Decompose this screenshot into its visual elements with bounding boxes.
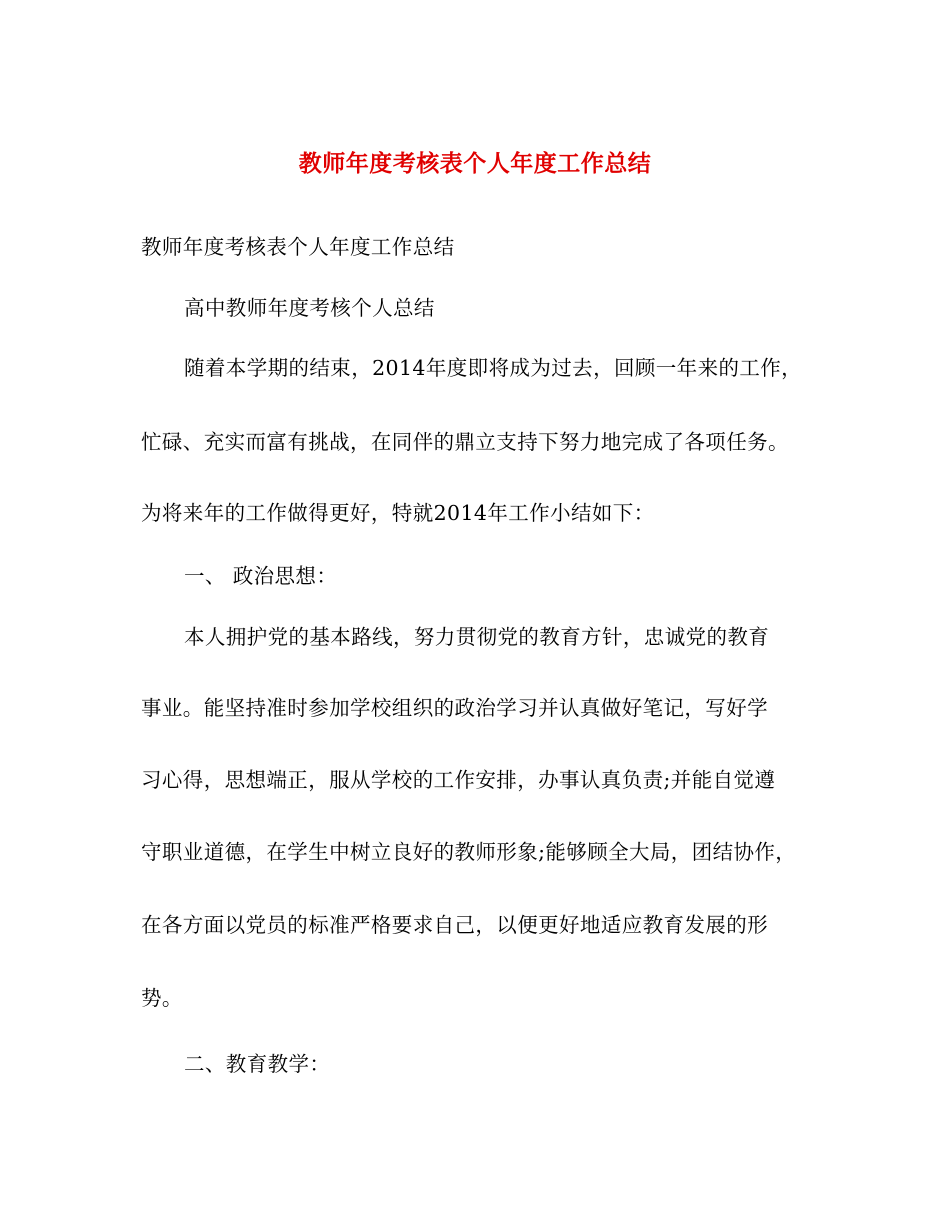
paragraph-line: 守职业道德，在学生中树立良好的教师形象;能够顾全大局，团结协作， [141, 840, 797, 864]
paragraph-line: 事业。能坚持准时参加学校组织的政治学习并认真做好笔记，写好学 [141, 696, 768, 720]
paragraph-line: 本人拥护党的基本路线，努力贯彻党的教育方针，忠诚党的教育 [184, 625, 770, 649]
paragraph-line: 势。 [141, 986, 183, 1010]
section-heading: 一、 政治思想： [184, 564, 338, 588]
section-heading: 二、教育教学： [184, 1052, 331, 1076]
subtitle-line: 教师年度考核表个人年度工作总结 [141, 235, 455, 259]
paragraph-line: 忙碌、充实而富有挑战，在同伴的鼎立支持下努力地完成了各项任务。 [141, 430, 789, 454]
section-heading: 高中教师年度考核个人总结 [184, 296, 435, 320]
paragraph-line: 习心得，思想端正，服从学校的工作安排，办事认真负责;并能自觉遵 [141, 768, 776, 792]
paragraph-line: 随着本学期的结束，2014年度即将成为过去，回顾一年来的工作， [184, 356, 803, 380]
paragraph-line: 在各方面以党员的标准严格要求自己，以便更好地适应教育发展的形 [141, 913, 768, 937]
document-title: 教师年度考核表个人年度工作总结 [298, 150, 652, 177]
paragraph-line: 为将来年的工作做得更好，特就2014年工作小结如下： [141, 501, 655, 525]
